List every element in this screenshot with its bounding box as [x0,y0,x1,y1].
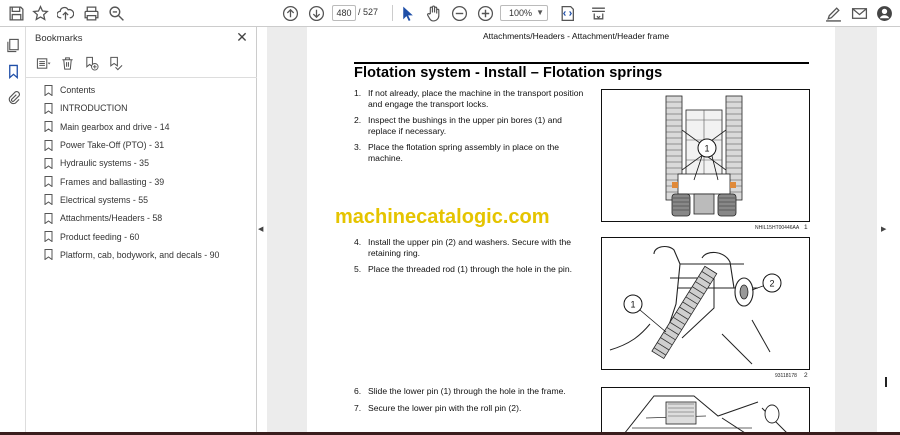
zoom-out-icon[interactable] [449,3,469,23]
bookmark-label: Platform, cab, bodywork, and decals - 90 [60,249,220,260]
bookmark-label: Electrical systems - 55 [60,194,148,205]
bookmark-icon [44,121,53,132]
select-arrow-icon[interactable] [397,3,417,23]
bookmark-item[interactable] [44,81,219,99]
bookmark-label: Contents [60,85,96,96]
bookmark-tag-icon[interactable] [106,54,124,72]
page-title: Flotation system - Install – Flotation springs [354,65,663,81]
page-count: / 527 [358,7,379,17]
bookmark-icon [44,103,53,114]
step-text: Place the threaded rod (1) through the hole in the pin. [368,264,573,274]
sign-pen-icon[interactable] [823,3,843,23]
page-header: Attachments/Headers - Attachment/Header frame [483,31,670,41]
fit-page-icon[interactable] [557,3,577,23]
bookmark-item[interactable] [44,209,219,227]
save-icon[interactable] [6,3,26,23]
step-number: 2. [354,115,362,125]
step-number: 4. [354,237,362,247]
step-item [354,115,584,136]
email-icon[interactable] [849,3,869,23]
step-number: 6. [354,386,362,396]
bookmark-icon [44,176,53,187]
bookmark-item[interactable] [44,154,219,172]
step-text: Inspect the bushings in the upper pin bores (1) and replace if necessary. [368,115,562,136]
step-text: Secure the lower pin with the roll pin (2). [368,403,522,413]
step-item [354,386,584,397]
close-icon[interactable]: ✕ [236,29,248,45]
print-icon[interactable] [81,3,101,23]
figure-lower-pin [601,387,810,435]
vertical-scrollbar[interactable] [885,377,887,387]
panel-divider [26,77,257,78]
figure-number: 1 [804,224,808,231]
bookmark-item[interactable] [44,246,219,264]
bookmark-star-icon[interactable] [30,3,50,23]
bookmark-icon [44,249,53,260]
bookmarks-panel-icon[interactable] [4,62,22,80]
lower-pin-drawing [602,388,809,435]
zoom-select[interactable] [500,5,548,21]
collapse-panel-left-icon[interactable]: ◀ [258,226,264,233]
step-text: Slide the lower pin (1) through the hole in the frame. [368,386,566,396]
main-toolbar [0,0,900,27]
step-text: Place the flotation spring assembly in place on the machine. [368,142,560,163]
figure-pin-detail [601,237,810,370]
figure-number: 2 [804,372,808,379]
delete-bookmark-icon[interactable] [58,54,76,72]
step-number: 1. [354,88,362,98]
bookmark-label: Main gearbox and drive - 14 [60,121,170,132]
step-number: 3. [354,142,362,152]
figure-callout: 1 [630,299,636,310]
step-item [354,403,584,414]
attachments-icon[interactable] [4,88,22,106]
step-item [354,264,584,275]
figure-machine-top-view [601,89,810,222]
step-text: If not already, place the machine in the transport position and engage the transport locks. [368,88,584,109]
machine-drawing [602,90,809,221]
step-item [354,142,584,163]
bookmark-item[interactable] [44,172,219,190]
pdf-page [307,27,835,435]
bookmark-icon [44,213,53,224]
new-bookmark-icon[interactable] [82,54,100,72]
bookmark-icon [44,231,53,242]
step-number: 7. [354,403,362,413]
bookmark-label: Attachments/Headers - 58 [60,213,163,224]
bookmark-label: INTRODUCTION [60,103,128,114]
watermark: machinecatalogic.com [335,206,550,228]
bookmark-item[interactable] [44,118,219,136]
page-thumbnails-icon[interactable] [4,36,22,54]
bookmark-label: Power Take-Off (PTO) - 31 [60,140,165,151]
bookmark-icon [44,140,53,151]
navigation-rail [0,27,26,435]
page-down-icon[interactable] [306,3,326,23]
figure-callout: 2 [769,278,775,289]
panel-title: Bookmarks [35,33,83,44]
zoom-in-icon[interactable] [475,3,495,23]
bookmark-tools [34,54,124,72]
collapse-panel-right-icon[interactable]: ▶ [881,226,887,233]
step-item [354,237,584,258]
bookmark-icon [44,158,53,169]
bookmark-label: Product feeding - 60 [60,231,140,242]
bookmark-item[interactable] [44,136,219,154]
bookmark-list [44,81,219,264]
bookmark-label: Hydraulic systems - 35 [60,158,149,169]
title-rule [354,62,809,64]
page-number-input[interactable]: 480 [332,5,356,21]
toolbar-divider [392,5,393,21]
bookmark-icon [44,85,53,96]
step-item [354,88,584,109]
bookmark-item[interactable] [44,227,219,245]
bookmarks-panel [26,27,257,435]
hand-tool-icon[interactable] [423,3,443,23]
bookmark-item[interactable] [44,99,219,117]
pin-drawing [602,238,809,369]
scroll-mode-icon[interactable] [588,3,608,23]
account-icon[interactable] [874,3,894,23]
bookmark-icon [44,194,53,205]
figure-callout: 1 [704,143,710,154]
page-up-icon[interactable] [280,3,300,23]
step-number: 5. [354,264,362,274]
zoom-search-icon[interactable] [106,3,126,23]
figure-caption: NHIL15HT00446AA [755,225,800,231]
bookmark-label: Frames and ballasting - 39 [60,176,165,187]
zoom-value: 100% [509,8,533,18]
bookmark-options-icon[interactable] [34,54,52,72]
step-text: Install the upper pin (2) and washers. Secure with the retaining ring. [368,237,572,258]
figure-caption: 93118178 [775,373,797,379]
bookmark-item[interactable] [44,191,219,209]
upload-icon[interactable] [55,3,75,23]
chevron-down-icon: ▼ [536,8,544,17]
